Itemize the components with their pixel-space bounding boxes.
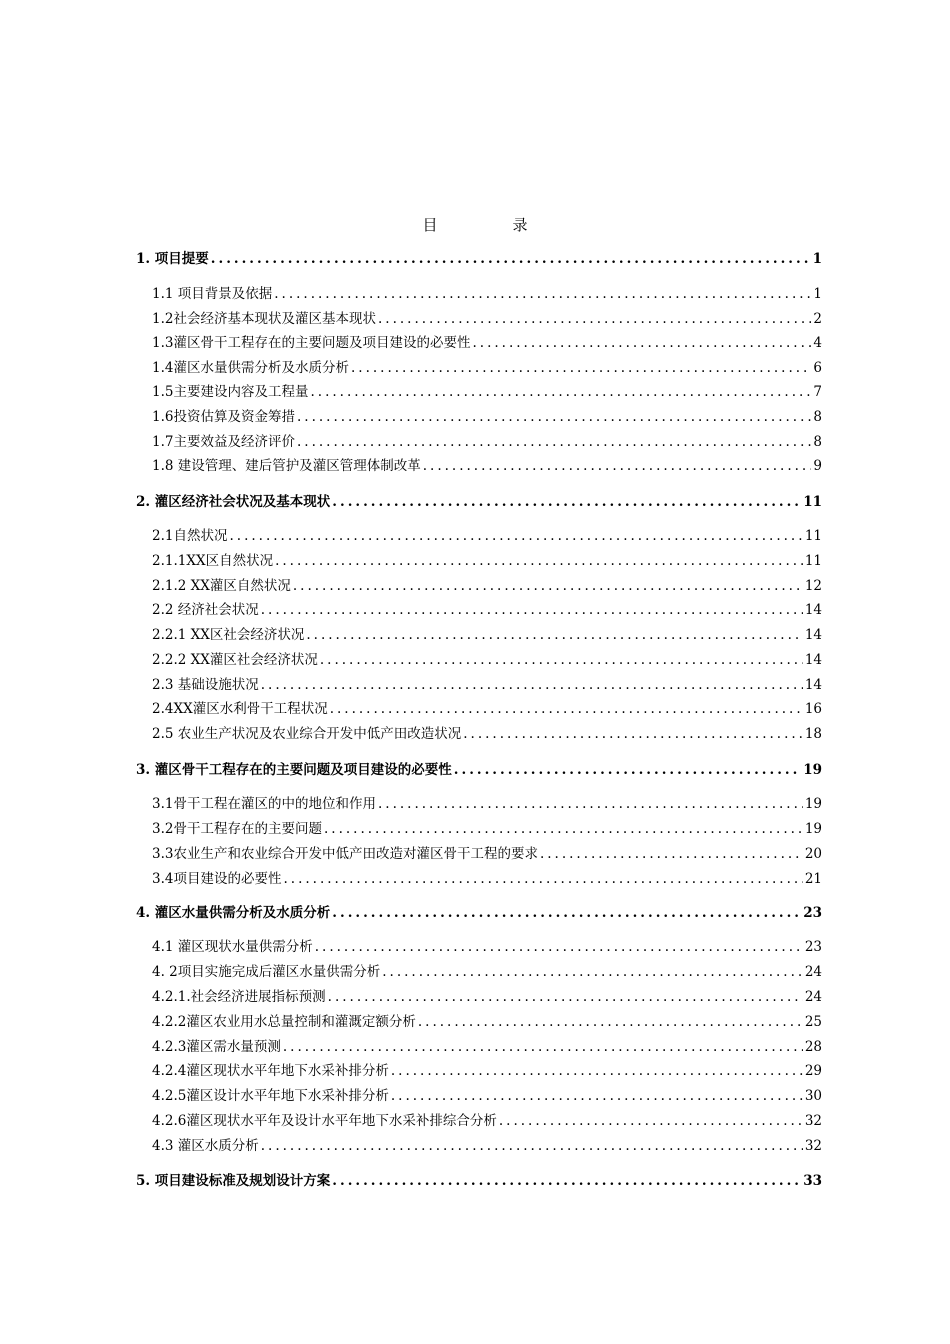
toc-entry-label: 2.2.1 XX区社会经济状况 [152,627,305,643]
toc-entry-label: 2.4XX灌区水利骨干工程状况 [152,701,328,717]
toc-entry-label: 2.5 农业生产状况及农业综合开发中低产田改造状况 [152,726,462,742]
toc-entry[interactable] [136,725,822,743]
toc-entry-label: 4.2.4灌区现状水平年地下水采补排分析 [152,1063,389,1079]
toc-entry[interactable] [136,527,822,545]
toc-entry-page: 14 [804,652,822,668]
toc-entry-page: 11 [804,528,822,544]
toc-entry-page: 1 [812,251,822,267]
toc-entry-label: 1.4灌区水量供需分析及水质分析 [152,360,349,376]
toc-entry[interactable] [136,334,822,352]
toc-entry[interactable] [136,250,822,268]
toc-entry[interactable] [136,626,822,644]
toc-entry-page: 16 [804,701,822,717]
toc-entry[interactable] [136,845,822,863]
toc-entry-page: 14 [804,677,822,693]
toc-entry[interactable] [136,577,822,595]
toc-entry[interactable] [136,493,822,511]
toc-entry-label: 4.2.2灌区农业用水总量控制和灌溉定额分析 [152,1014,416,1030]
toc-entry-page: 14 [804,602,822,618]
toc-entry[interactable] [136,552,822,570]
toc-entry-page: 23 [804,939,822,955]
toc-entry-label: 1.1 项目背景及依据 [152,286,273,302]
toc-entry-label: 1.3灌区骨干工程存在的主要问题及项目建设的必要性 [152,335,471,351]
toc-entry-page: 19 [804,821,822,837]
toc-entry-page: 6 [813,360,822,376]
toc-entry-page: 11 [804,553,822,569]
toc-entry-label: 1.2社会经济基本现状及灌区基本现状 [152,311,376,327]
toc-entry-page: 32 [804,1113,822,1129]
toc-entry-page: 8 [813,434,822,450]
toc-entry[interactable] [136,1087,822,1105]
toc-entry-label: 2. 灌区经济社会状况及基本现状 [136,494,331,510]
toc-entry[interactable] [136,676,822,694]
toc-entry-page: 8 [813,409,822,425]
toc-entry-page: 2 [813,311,822,327]
toc-entry[interactable] [136,433,822,451]
toc-entry-page: 30 [804,1088,822,1104]
toc-entry-page: 28 [804,1039,822,1055]
toc-entry-page: 18 [804,726,822,742]
toc-entry-label: 3.2骨干工程存在的主要问题 [152,821,322,837]
toc-entry[interactable] [136,408,822,426]
toc-entry[interactable] [136,988,822,1006]
toc-entry-label: 4.2.3灌区需水量预测 [152,1039,281,1055]
toc-entry-page: 23 [803,905,822,921]
toc-entry[interactable] [136,285,822,303]
toc-entry[interactable] [136,820,822,838]
toc-entry-page: 19 [804,796,822,812]
toc-entry[interactable] [136,938,822,956]
toc-entry-label: 2.3 基础设施状况 [152,677,259,693]
toc-entry-page: 21 [804,871,822,887]
toc-entry-label: 5. 项目建设标准及规划设计方案 [136,1173,331,1189]
toc-entry-label: 4.2.5灌区设计水平年地下水采补排分析 [152,1088,389,1104]
toc-entry-page: 24 [804,989,822,1005]
toc-entry[interactable] [136,795,822,813]
toc-entry-label: 1.8 建设管理、建后管护及灌区管理体制改革 [152,458,421,474]
toc-entry-page: 29 [804,1063,822,1079]
toc-entry-page: 4 [813,335,822,351]
toc-entry-page: 7 [813,384,822,400]
toc-entry-label: 1.6投资估算及资金筹措 [152,409,295,425]
toc-entry-label: 3.3农业生产和农业综合开发中低产田改造对灌区骨干工程的要求 [152,846,538,862]
toc-entry-label: 1. 项目提要 [136,251,209,267]
toc-entry[interactable] [136,601,822,619]
toc-entry-label: 2.1.2 XX灌区自然状况 [152,578,291,594]
toc-entry-label: 4.2.6灌区现状水平年及设计水平年地下水采补排综合分析 [152,1113,497,1129]
toc-entry-page: 12 [804,578,822,594]
toc-entry-page: 32 [804,1138,822,1154]
toc-entry[interactable] [136,761,822,779]
toc-entry[interactable] [136,383,822,401]
toc-entry[interactable] [136,359,822,377]
toc-entry-label: 1.5主要建设内容及工程量 [152,384,309,400]
toc-entry-label: 4.2.1.社会经济进展指标预测 [152,989,326,1005]
toc-entry-page: 24 [804,964,822,980]
toc-entry[interactable] [136,310,822,328]
toc-entry[interactable] [136,651,822,669]
toc-entry-page: 11 [803,494,822,510]
toc-entry-page: 33 [803,1173,822,1189]
toc-entry[interactable] [136,870,822,888]
toc-entry[interactable] [136,457,822,475]
toc-entry[interactable] [136,1038,822,1056]
toc-entry-page: 20 [804,846,822,862]
toc-entry-page: 1 [813,286,822,302]
toc-entry-label: 4. 灌区水量供需分析及水质分析 [136,905,331,921]
toc-entry-page: 9 [813,458,822,474]
toc-entry-label: 4. 2项目实施完成后灌区水量供需分析 [152,964,381,980]
toc-entry-label: 2.1自然状况 [152,528,228,544]
toc-entry[interactable] [136,963,822,981]
toc-entry[interactable] [136,1137,822,1155]
toc-entry[interactable] [136,1013,822,1031]
toc-entry-label: 2.2 经济社会状况 [152,602,259,618]
toc-entry-page: 19 [803,762,822,778]
toc-entry[interactable] [136,1062,822,1080]
toc-entry[interactable] [136,1172,822,1190]
toc-entry[interactable] [136,1112,822,1130]
toc-entry-label: 4.1 灌区现状水量供需分析 [152,939,313,955]
toc-title: 目 录 [422,216,558,234]
toc-entry-label: 3. 灌区骨干工程存在的主要问题及项目建设的必要性 [136,762,452,778]
toc-entry[interactable] [136,904,822,922]
toc-entry-label: 2.2.2 XX灌区社会经济状况 [152,652,318,668]
toc-entry-page: 25 [804,1014,822,1030]
toc-entry-label: 3.4项目建设的必要性 [152,871,282,887]
toc-entry-label: 3.1骨干工程在灌区的中的地位和作用 [152,796,376,812]
toc-entry-page: 14 [804,627,822,643]
toc-entry-label: 4.3 灌区水质分析 [152,1138,259,1154]
toc-entry-label: 1.7主要效益及经济评价 [152,434,295,450]
toc-entry-label: 2.1.1XX区自然状况 [152,553,274,569]
toc-entry[interactable] [136,700,822,718]
